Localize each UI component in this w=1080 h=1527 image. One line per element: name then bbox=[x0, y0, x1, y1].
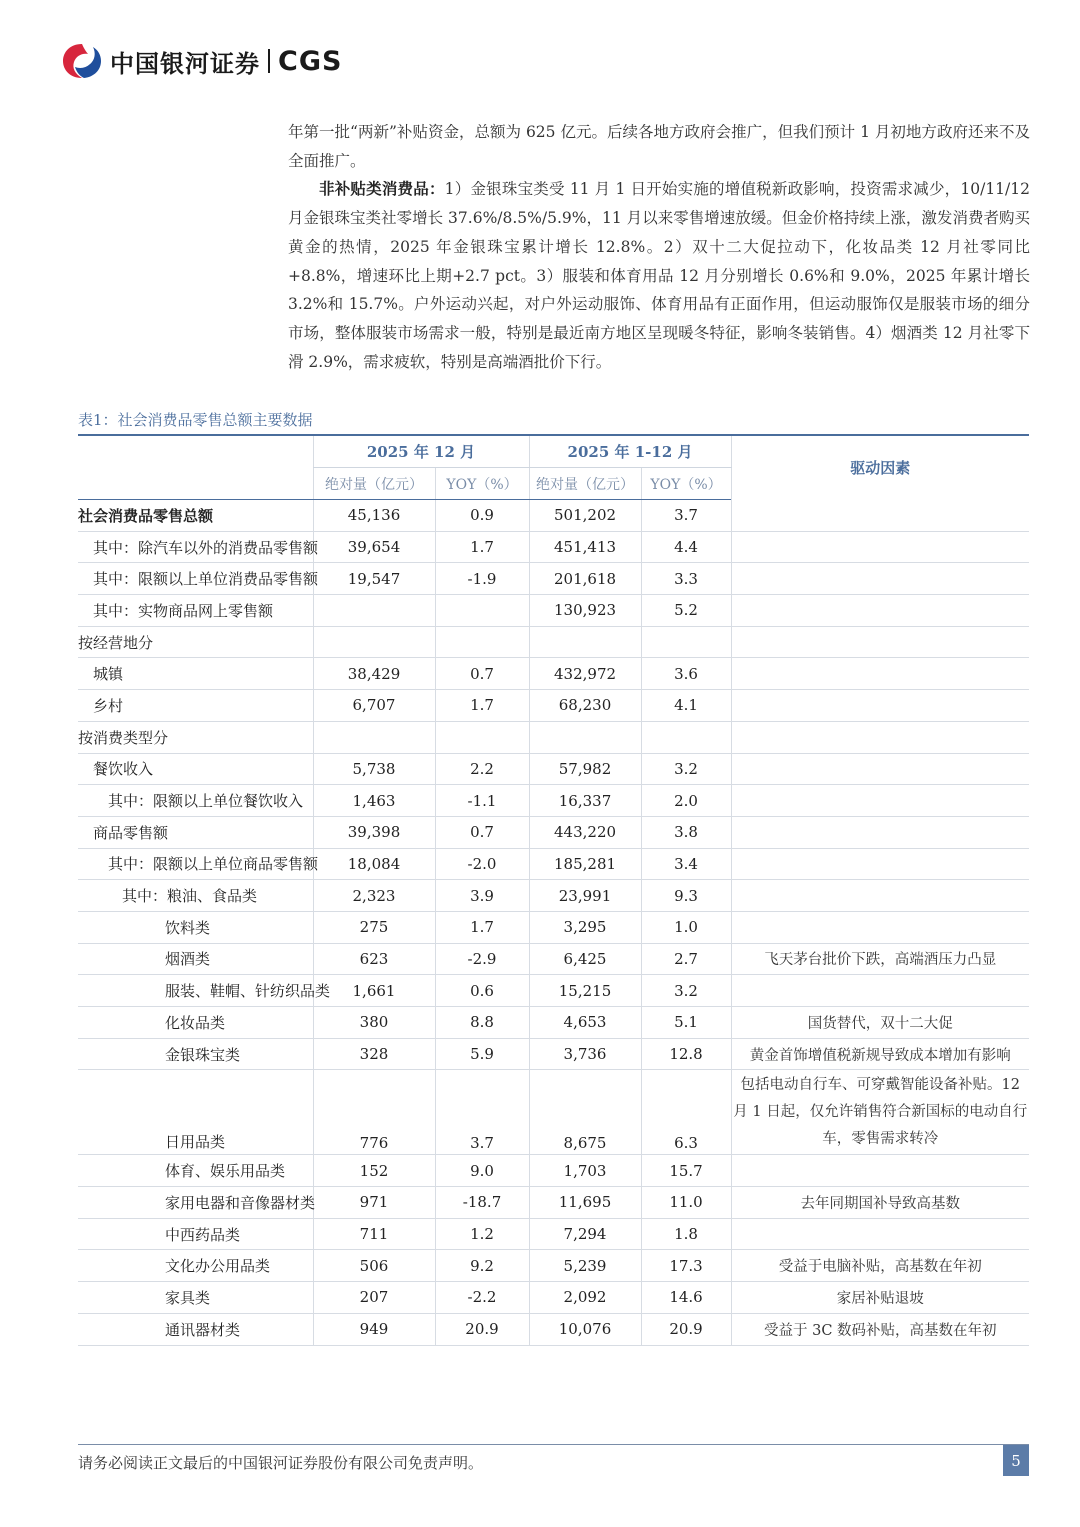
cell-dec-abs: 380 bbox=[313, 1007, 435, 1039]
table-row bbox=[78, 1187, 1029, 1219]
table-caption: 表1：社会消费品零售总额主要数据 bbox=[78, 411, 313, 429]
table-row bbox=[78, 1282, 1029, 1314]
cell-ytd-abs: 1,703 bbox=[529, 1155, 641, 1187]
cell-driver: 飞天茅台批价下跌，高端酒压力凸显 bbox=[731, 943, 1029, 975]
row-label: 餐饮收入 bbox=[78, 753, 313, 785]
cell-ytd-yoy: 5.1 bbox=[641, 1007, 731, 1039]
row-label: 烟酒类 bbox=[78, 943, 313, 975]
cell-driver bbox=[731, 1155, 1029, 1187]
row-label: 家具类 bbox=[78, 1282, 313, 1314]
header-blank-2 bbox=[78, 468, 313, 500]
table-row bbox=[78, 975, 1029, 1007]
table-row bbox=[78, 658, 1029, 690]
table-row bbox=[78, 721, 1029, 753]
cell-dec-yoy: 0.6 bbox=[435, 975, 529, 1007]
cell-driver bbox=[731, 753, 1029, 785]
cell-driver bbox=[731, 975, 1029, 1007]
paragraph-2 bbox=[288, 175, 1030, 376]
table-row bbox=[78, 531, 1029, 563]
cell-ytd-yoy: 17.3 bbox=[641, 1250, 731, 1282]
footer-divider bbox=[78, 1444, 1029, 1445]
cell-ytd-abs: 23,991 bbox=[529, 880, 641, 912]
table-row bbox=[78, 880, 1029, 912]
page-number: 5 bbox=[1003, 1445, 1029, 1476]
row-label: 其中：实物商品网上零售额 bbox=[78, 595, 313, 627]
cell-dec-yoy: 1.2 bbox=[435, 1218, 529, 1250]
table-row bbox=[78, 1070, 1029, 1155]
table-body bbox=[78, 500, 1029, 1346]
cell-driver bbox=[731, 785, 1029, 817]
cell-dec-yoy: 0.7 bbox=[435, 658, 529, 690]
cell-ytd-yoy: 3.2 bbox=[641, 975, 731, 1007]
body-text bbox=[288, 118, 1030, 376]
cell-driver bbox=[731, 690, 1029, 722]
row-label: 其中：限额以上单位消费品零售额 bbox=[78, 563, 313, 595]
cell-driver bbox=[731, 721, 1029, 753]
retail-sales-table bbox=[78, 434, 1029, 1346]
cell-dec-yoy: 1.7 bbox=[435, 911, 529, 943]
cell-ytd-abs: 15,215 bbox=[529, 975, 641, 1007]
cell-driver bbox=[731, 500, 1029, 532]
header-driver: 驱动因素 bbox=[731, 435, 1029, 500]
cell-ytd-abs: 185,281 bbox=[529, 848, 641, 880]
cell-dec-abs: 949 bbox=[313, 1313, 435, 1345]
cell-ytd-yoy: 1.8 bbox=[641, 1218, 731, 1250]
cell-dec-abs: 5,738 bbox=[313, 753, 435, 785]
table-row bbox=[78, 1007, 1029, 1039]
cell-driver: 国货替代，双十二大促 bbox=[731, 1007, 1029, 1039]
cell-ytd-yoy: 3.8 bbox=[641, 816, 731, 848]
table-row bbox=[78, 848, 1029, 880]
cell-dec-abs: 152 bbox=[313, 1155, 435, 1187]
cell-dec-yoy: -1.1 bbox=[435, 785, 529, 817]
cell-dec-abs: 38,429 bbox=[313, 658, 435, 690]
cell-ytd-abs: 11,695 bbox=[529, 1187, 641, 1219]
cell-dec-abs: 776 bbox=[313, 1070, 435, 1155]
table-row bbox=[78, 1313, 1029, 1345]
cell-dec-abs: 711 bbox=[313, 1218, 435, 1250]
cell-dec-yoy: 2.2 bbox=[435, 753, 529, 785]
cell-ytd-yoy: 15.7 bbox=[641, 1155, 731, 1187]
cell-dec-yoy: -2.0 bbox=[435, 848, 529, 880]
cell-ytd-abs: 201,618 bbox=[529, 563, 641, 595]
cell-dec-abs: 328 bbox=[313, 1038, 435, 1070]
cell-dec-abs: 623 bbox=[313, 943, 435, 975]
paragraph-2-lead: 非补贴类消费品： bbox=[319, 179, 445, 199]
table-row bbox=[78, 1155, 1029, 1187]
cell-dec-abs: 1,463 bbox=[313, 785, 435, 817]
table-row bbox=[78, 500, 1029, 532]
cell-ytd-yoy: 4.1 bbox=[641, 690, 731, 722]
cell-ytd-abs: 10,076 bbox=[529, 1313, 641, 1345]
table-row bbox=[78, 753, 1029, 785]
row-label: 其中：粮油、食品类 bbox=[78, 880, 313, 912]
cell-ytd-abs: 432,972 bbox=[529, 658, 641, 690]
cell-driver bbox=[731, 816, 1029, 848]
header-dec-2025: 2025 年 12 月 bbox=[313, 435, 529, 468]
row-label: 其中：除汽车以外的消费品零售额 bbox=[78, 531, 313, 563]
table-row bbox=[78, 626, 1029, 658]
brand-logo bbox=[60, 40, 342, 82]
cell-driver: 受益于 3C 数码补贴，高基数在年初 bbox=[731, 1313, 1029, 1345]
cell-ytd-abs: 6,425 bbox=[529, 943, 641, 975]
row-label: 商品零售额 bbox=[78, 816, 313, 848]
cell-dec-abs: 6,707 bbox=[313, 690, 435, 722]
header-ytd-2025: 2025 年 1-12 月 bbox=[529, 435, 731, 468]
cell-ytd-yoy: 2.0 bbox=[641, 785, 731, 817]
brand-name-en: CGS bbox=[278, 45, 343, 77]
cell-dec-yoy bbox=[435, 626, 529, 658]
cell-dec-abs: 45,136 bbox=[313, 500, 435, 532]
cell-driver: 受益于电脑补贴，高基数在年初 bbox=[731, 1250, 1029, 1282]
cell-ytd-yoy: 3.2 bbox=[641, 753, 731, 785]
cell-ytd-abs: 3,295 bbox=[529, 911, 641, 943]
cell-dec-abs: 39,654 bbox=[313, 531, 435, 563]
cell-dec-yoy: 0.9 bbox=[435, 500, 529, 532]
cell-ytd-abs: 130,923 bbox=[529, 595, 641, 627]
cell-ytd-yoy: 20.9 bbox=[641, 1313, 731, 1345]
cell-ytd-yoy: 1.0 bbox=[641, 911, 731, 943]
cell-driver bbox=[731, 658, 1029, 690]
cell-dec-abs: 1,661 bbox=[313, 975, 435, 1007]
header-blank bbox=[78, 435, 313, 468]
cell-ytd-abs: 501,202 bbox=[529, 500, 641, 532]
cell-ytd-yoy: 6.3 bbox=[641, 1070, 731, 1155]
cell-ytd-abs bbox=[529, 626, 641, 658]
cell-ytd-yoy: 14.6 bbox=[641, 1282, 731, 1314]
cell-dec-abs bbox=[313, 721, 435, 753]
cell-ytd-yoy: 3.3 bbox=[641, 563, 731, 595]
row-label: 乡村 bbox=[78, 690, 313, 722]
cell-ytd-abs: 57,982 bbox=[529, 753, 641, 785]
row-label: 按消费类型分 bbox=[78, 721, 313, 753]
cell-dec-abs: 275 bbox=[313, 911, 435, 943]
footer-disclaimer: 请务必阅读正文最后的中国银河证券股份有限公司免责声明。 bbox=[78, 1454, 484, 1472]
cell-dec-abs bbox=[313, 626, 435, 658]
row-label: 文化办公用品类 bbox=[78, 1250, 313, 1282]
cell-driver: 黄金首饰增值税新规导致成本增加有影响 bbox=[731, 1038, 1029, 1070]
cell-ytd-yoy: 3.7 bbox=[641, 500, 731, 532]
cell-dec-yoy: 20.9 bbox=[435, 1313, 529, 1345]
cell-ytd-abs: 5,239 bbox=[529, 1250, 641, 1282]
header-ytd-yoy: YOY（%） bbox=[641, 468, 731, 500]
cell-dec-yoy: 1.7 bbox=[435, 690, 529, 722]
header-dec-abs: 绝对量（亿元） bbox=[313, 468, 435, 500]
cell-dec-yoy: -2.9 bbox=[435, 943, 529, 975]
cell-ytd-abs: 8,675 bbox=[529, 1070, 641, 1155]
cell-ytd-abs: 16,337 bbox=[529, 785, 641, 817]
cell-dec-yoy: 9.2 bbox=[435, 1250, 529, 1282]
cell-ytd-abs: 4,653 bbox=[529, 1007, 641, 1039]
cell-dec-abs: 971 bbox=[313, 1187, 435, 1219]
table-row bbox=[78, 690, 1029, 722]
cell-dec-yoy: 1.7 bbox=[435, 531, 529, 563]
cell-ytd-abs: 7,294 bbox=[529, 1218, 641, 1250]
row-label: 通讯器材类 bbox=[78, 1313, 313, 1345]
table-row bbox=[78, 1250, 1029, 1282]
header-ytd-abs: 绝对量（亿元） bbox=[529, 468, 641, 500]
cell-ytd-yoy bbox=[641, 721, 731, 753]
cell-dec-abs: 2,323 bbox=[313, 880, 435, 912]
table-row bbox=[78, 816, 1029, 848]
table-row bbox=[78, 785, 1029, 817]
row-label: 其中：限额以上单位商品零售额 bbox=[78, 848, 313, 880]
cell-dec-yoy: 3.9 bbox=[435, 880, 529, 912]
cell-driver bbox=[731, 911, 1029, 943]
row-label: 其中：限额以上单位餐饮收入 bbox=[78, 785, 313, 817]
row-label: 化妆品类 bbox=[78, 1007, 313, 1039]
row-label: 社会消费品零售总额 bbox=[78, 500, 313, 532]
cell-dec-abs: 506 bbox=[313, 1250, 435, 1282]
header-dec-yoy: YOY（%） bbox=[435, 468, 529, 500]
cell-ytd-abs: 443,220 bbox=[529, 816, 641, 848]
cgs-logo-icon bbox=[60, 41, 104, 81]
cell-driver bbox=[731, 595, 1029, 627]
cell-ytd-yoy: 12.8 bbox=[641, 1038, 731, 1070]
row-label: 服装、鞋帽、针纺织品类 bbox=[78, 975, 313, 1007]
cell-dec-yoy bbox=[435, 595, 529, 627]
row-label: 金银珠宝类 bbox=[78, 1038, 313, 1070]
cell-ytd-yoy: 11.0 bbox=[641, 1187, 731, 1219]
table-row bbox=[78, 943, 1029, 975]
cell-dec-yoy: 9.0 bbox=[435, 1155, 529, 1187]
cell-driver bbox=[731, 563, 1029, 595]
cell-dec-yoy: 5.9 bbox=[435, 1038, 529, 1070]
paragraph-1: 年第一批“两新”补贴资金，总额为 625 亿元。后续各地方政府会推广，但我们预计 1 月初地方政府还来不及全面推广。 bbox=[288, 123, 1030, 170]
cell-ytd-yoy: 3.4 bbox=[641, 848, 731, 880]
cell-ytd-abs: 451,413 bbox=[529, 531, 641, 563]
cell-dec-yoy: 0.7 bbox=[435, 816, 529, 848]
row-label: 城镇 bbox=[78, 658, 313, 690]
row-label: 饮料类 bbox=[78, 911, 313, 943]
cell-ytd-abs: 3,736 bbox=[529, 1038, 641, 1070]
paragraph-2-text: 1）金银珠宝类受 11 月 1 日开始实施的增值税新政影响，投资需求减少，10/11/12 月金银珠宝类社零增长 37.6%/8.5%/5.9%，11 月以来零售增速放缓。但金价格持续上涨，激发消费者购买黄金的热情，2025 年金银珠宝累计增长 12.8%。2）双十二大促拉动下，化妆品类 12 月社零同比+8.8%，增速环比上期+2.7 pct。3）服装和体育用品 12 月分别增长 0.6%和 9.0%，2025 年累计增长 3.2%和 15.7%。户外运动兴起，对户外运动服饰、体育用品有正面作用，但运动服饰仅是服装市场的细分市场，整体服装市场需求一般，特别是最近南方地区呈现暖冬特征，影响冬装销售。4）烟酒类 12 月社零下滑 2.9%，需求疲软，特别是高端酒批价下行。 bbox=[288, 180, 1030, 371]
cell-dec-yoy: 8.8 bbox=[435, 1007, 529, 1039]
cell-ytd-yoy: 4.4 bbox=[641, 531, 731, 563]
cell-dec-yoy: 3.7 bbox=[435, 1070, 529, 1155]
table-row bbox=[78, 911, 1029, 943]
row-label: 按经营地分 bbox=[78, 626, 313, 658]
table-row bbox=[78, 563, 1029, 595]
row-label: 日用品类 bbox=[78, 1070, 313, 1155]
cell-ytd-abs: 2,092 bbox=[529, 1282, 641, 1314]
cell-driver: 去年同期国补导致高基数 bbox=[731, 1187, 1029, 1219]
brand-name-cn: 中国银河证券 bbox=[110, 49, 260, 78]
cell-ytd-yoy bbox=[641, 626, 731, 658]
cell-driver bbox=[731, 626, 1029, 658]
cell-driver bbox=[731, 880, 1029, 912]
row-label: 中西药品类 bbox=[78, 1218, 313, 1250]
brand-divider bbox=[268, 49, 270, 73]
cell-dec-yoy: -18.7 bbox=[435, 1187, 529, 1219]
cell-dec-abs: 19,547 bbox=[313, 563, 435, 595]
cell-driver bbox=[731, 531, 1029, 563]
cell-ytd-yoy: 2.7 bbox=[641, 943, 731, 975]
cell-ytd-yoy: 5.2 bbox=[641, 595, 731, 627]
cell-ytd-yoy: 9.3 bbox=[641, 880, 731, 912]
cell-dec-abs: 207 bbox=[313, 1282, 435, 1314]
cell-driver: 包括电动自行车、可穿戴智能设备补贴。12 月 1 日起，仅允许销售符合新国标的电动自行车，零售需求转冷 bbox=[731, 1070, 1029, 1155]
cell-ytd-abs: 68,230 bbox=[529, 690, 641, 722]
table-row bbox=[78, 595, 1029, 627]
cell-dec-abs: 18,084 bbox=[313, 848, 435, 880]
row-label: 家用电器和音像器材类 bbox=[78, 1187, 313, 1219]
cell-ytd-abs bbox=[529, 721, 641, 753]
table-row bbox=[78, 1038, 1029, 1070]
cell-dec-yoy bbox=[435, 721, 529, 753]
cell-ytd-yoy: 3.6 bbox=[641, 658, 731, 690]
cell-dec-yoy: -2.2 bbox=[435, 1282, 529, 1314]
table-row bbox=[78, 1218, 1029, 1250]
cell-dec-yoy: -1.9 bbox=[435, 563, 529, 595]
cell-dec-abs: 39,398 bbox=[313, 816, 435, 848]
cell-driver bbox=[731, 848, 1029, 880]
cell-dec-abs bbox=[313, 595, 435, 627]
cell-driver bbox=[731, 1218, 1029, 1250]
cell-driver: 家居补贴退坡 bbox=[731, 1282, 1029, 1314]
row-label: 体育、娱乐用品类 bbox=[78, 1155, 313, 1187]
